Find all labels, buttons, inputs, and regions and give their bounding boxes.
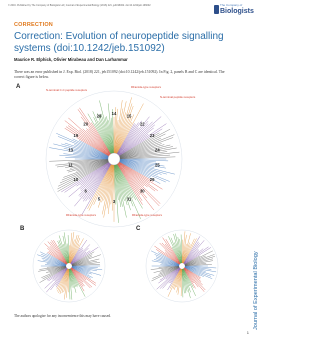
tree-branch: [71, 268, 86, 280]
panel-a-label: A: [16, 84, 21, 90]
cluster-number: 11: [68, 162, 73, 168]
cluster-number: 22: [139, 121, 145, 127]
tree-branch: [58, 162, 109, 187]
label-nterminal-right: N-terminal peptide receptors: [160, 95, 196, 99]
panel-b-label: B: [20, 226, 25, 232]
article-title: Correction: Evolution of neuropeptide signalling systems (doi:10.1242/jeb.151092): [14, 31, 224, 54]
label-nterminal-cc: N-terminal C-C peptide receptors: [46, 88, 88, 92]
cluster-number: 15: [126, 113, 132, 119]
tree-branch: [94, 117, 112, 153]
panel-b-tree: [33, 230, 105, 302]
cluster-number: 20: [83, 121, 89, 127]
cluster-number: 5: [97, 196, 101, 202]
logo-text-line2: Biologists: [220, 7, 254, 15]
figure-canvas: [14, 82, 236, 309]
tree-branch: [71, 248, 83, 263]
cluster-number: 10: [73, 177, 79, 182]
cluster-number: 30: [139, 188, 145, 194]
cluster-number: 6: [84, 188, 87, 194]
label-rfamide-top: RFamide-type receptors: [131, 85, 161, 89]
cluster-number: 19: [73, 133, 79, 138]
logo-text-line1: The Company of: [220, 3, 243, 7]
journal-logo[interactable]: [220, 3, 254, 18]
tree-branch: [169, 268, 180, 283]
label-rfamide-bottom-left: RFamide-type receptors: [66, 213, 96, 217]
tree-branch: [183, 233, 191, 263]
author-list[interactable]: Maurice R. Elphick, Olivier Mirabeau and Dan Larhammar: [14, 57, 128, 62]
cluster-number: 28: [96, 113, 102, 119]
closing-statement: The authors apologise for any inconvenience this may have caused.: [14, 314, 111, 318]
label-rfamide-bottom-right: RFamide-type receptors: [132, 213, 162, 217]
cluster-number: 25: [154, 162, 160, 168]
cluster-number: 29: [149, 177, 155, 182]
publication-line: © 2016. Published by The Company of Biologists Ltd | Journal of Experimental Biology (2016) 221, jeb196002. doi:10.1242/jeb.196002: [8, 4, 151, 7]
tree-branch: [184, 268, 200, 279]
tree-branch: [56, 133, 108, 156]
page-number: 1: [246, 330, 249, 335]
cluster-number: 13: [68, 147, 74, 153]
tree-branch: [71, 252, 86, 264]
panel-a-tree: [46, 91, 182, 227]
panel-c-label: C: [136, 226, 141, 232]
figure-2: [14, 82, 236, 309]
cluster-number: 24: [154, 147, 160, 153]
cluster-number: 14: [111, 111, 117, 116]
section-label: CORRECTION: [14, 22, 53, 28]
logo-badge: [214, 5, 219, 14]
correction-text: There was an error published in J. Exp. Biol. (2018) 221, jeb151092 (doi:10.1242/jeb.151092). In Fig. 2, panels B and C are identical. The correct figure is below.: [14, 70, 225, 79]
cluster-number: 31: [126, 196, 132, 202]
panel-c-tree: [146, 230, 218, 302]
tree-branch: [112, 165, 122, 207]
journal-side-title: [250, 180, 260, 330]
tree-branch: [68, 126, 109, 156]
tree-branch: [116, 164, 140, 218]
cluster-number: 3: [112, 199, 116, 204]
journal-side-text: Journal of Experimental Biology: [253, 251, 259, 330]
cluster-number: 23: [149, 133, 155, 138]
